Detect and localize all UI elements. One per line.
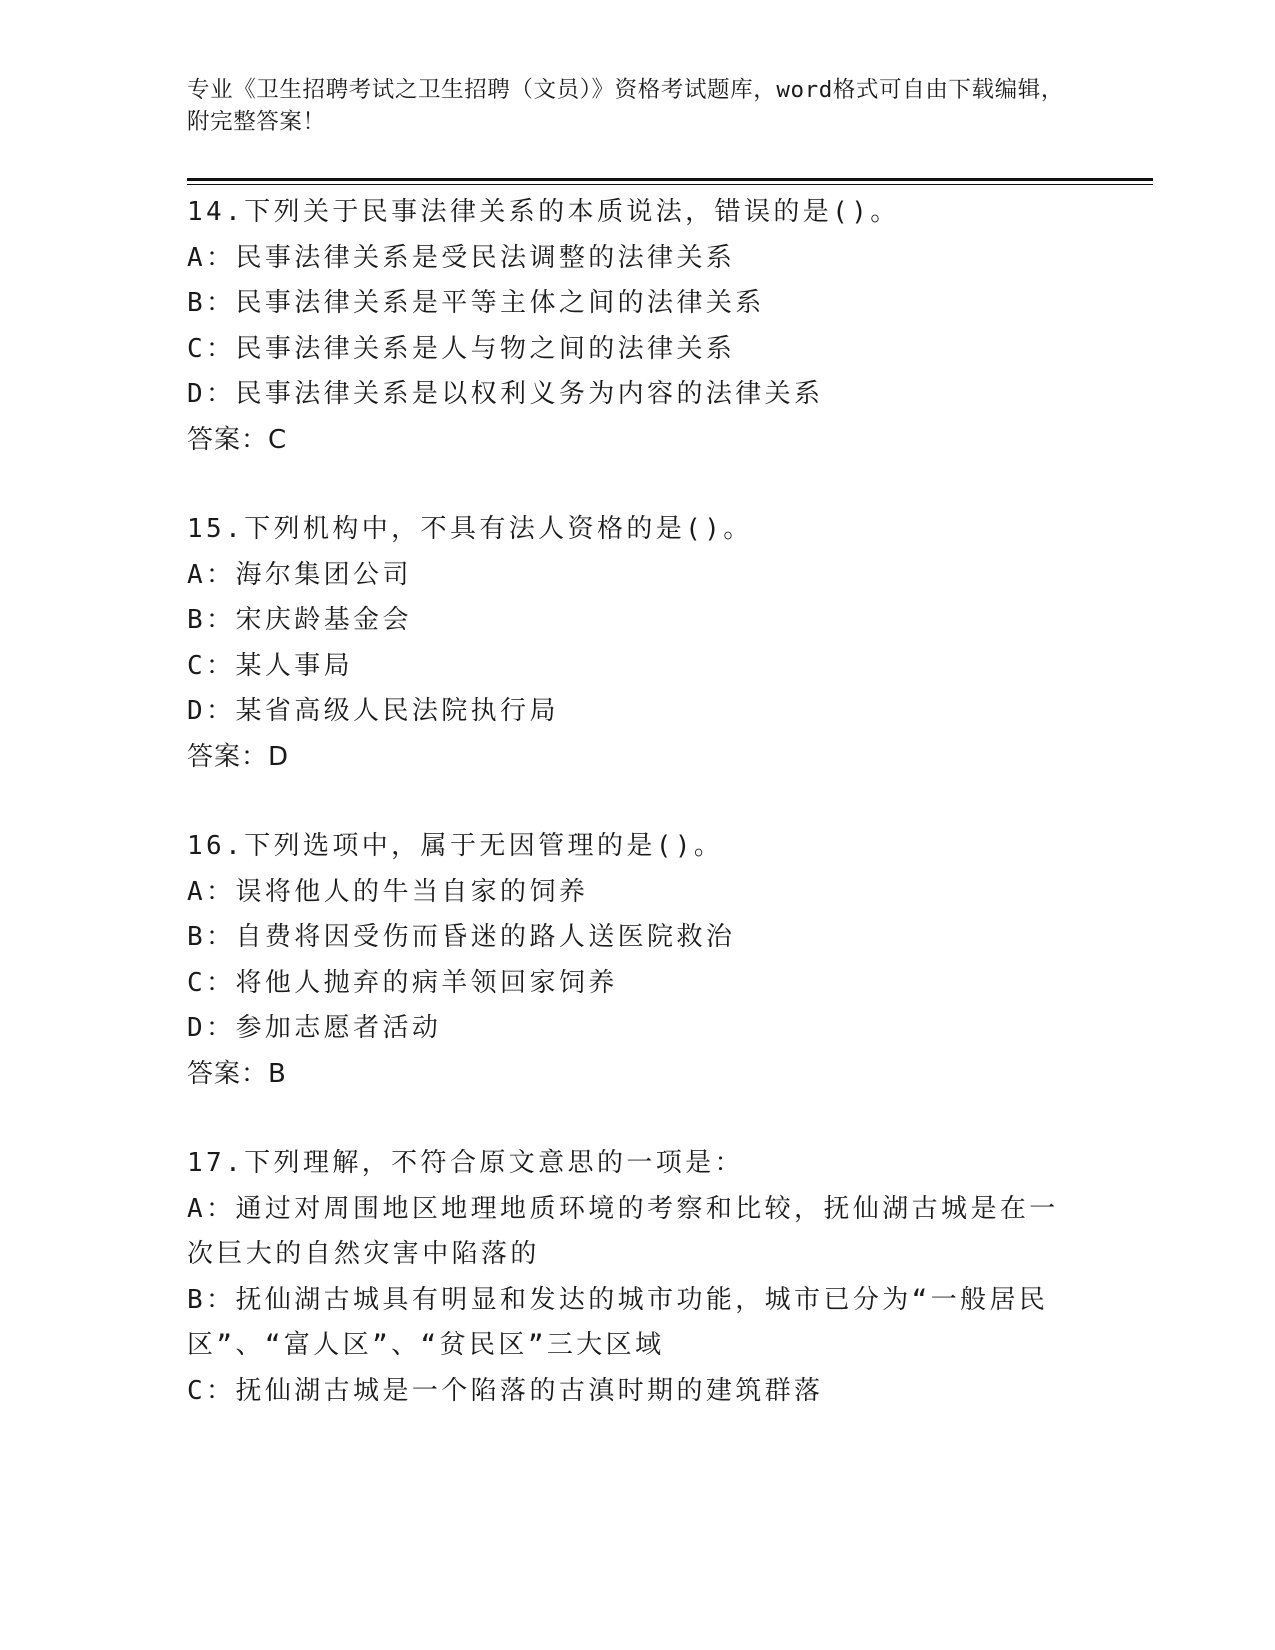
answer-label: 答案：C [187, 424, 288, 455]
option-b: B：宋庆龄基金会 [187, 605, 412, 635]
option-c: C：民事法律关系是人与物之间的法律关系 [187, 333, 736, 364]
option-a: A：通过对周围地区地理地质环境的考察和比较，抚仙湖古城是在一次巨大的自然灾害中陷落的 [187, 1193, 1059, 1269]
option-b: B：抚仙湖古城具有明显和发达的城市功能，城市已分为“一般居民区”、“富人区”、“贫民区”三大区域 [187, 1284, 1049, 1360]
header-divider-thick [187, 178, 1153, 181]
option-c: C：将他人抛弃的病羊领回家饲养 [187, 967, 618, 998]
question-list [187, 190, 1077, 1458]
question-stem: 16.下列选项中，属于无因管理的是()。 [187, 831, 724, 861]
question-stem: 15.下列机构中，不具有法人资格的是()。 [187, 514, 753, 544]
question-16 [187, 824, 1077, 1097]
answer-label: 答案：B [187, 1058, 287, 1089]
option-a: A：误将他人的牛当自家的饲养 [187, 876, 589, 907]
document-header: 专业《卫生招聘考试之卫生招聘（文员）》资格考试题库，word格式可自由下载编辑，附完整答案！ [187, 77, 1064, 135]
option-c: C：某人事局 [187, 650, 354, 681]
question-14 [187, 190, 1077, 463]
option-a: A：海尔集团公司 [187, 559, 412, 590]
option-d: D：参加志愿者活动 [187, 1013, 442, 1043]
option-c: C：抚仙湖古城是一个陷落的古滇时期的建筑群落 [187, 1375, 824, 1406]
option-b: B：民事法律关系是平等主体之间的法律关系 [187, 288, 765, 318]
option-d: D：民事法律关系是以权利义务为内容的法律关系 [187, 379, 824, 409]
question-15 [187, 507, 1077, 780]
question-17 [187, 1141, 1077, 1414]
option-d: D：某省高级人民法院执行局 [187, 696, 559, 726]
header-divider-thin [187, 184, 1153, 185]
question-stem: 14.下列关于民事法律关系的本质说法，错误的是()。 [187, 197, 900, 227]
option-b: B：自费将因受伤而昏迷的路人送医院救治 [187, 922, 736, 952]
option-a: A：民事法律关系是受民法调整的法律关系 [187, 242, 736, 273]
question-stem: 17.下列理解，不符合原文意思的一项是： [187, 1148, 744, 1178]
answer-label: 答案：D [187, 741, 290, 772]
